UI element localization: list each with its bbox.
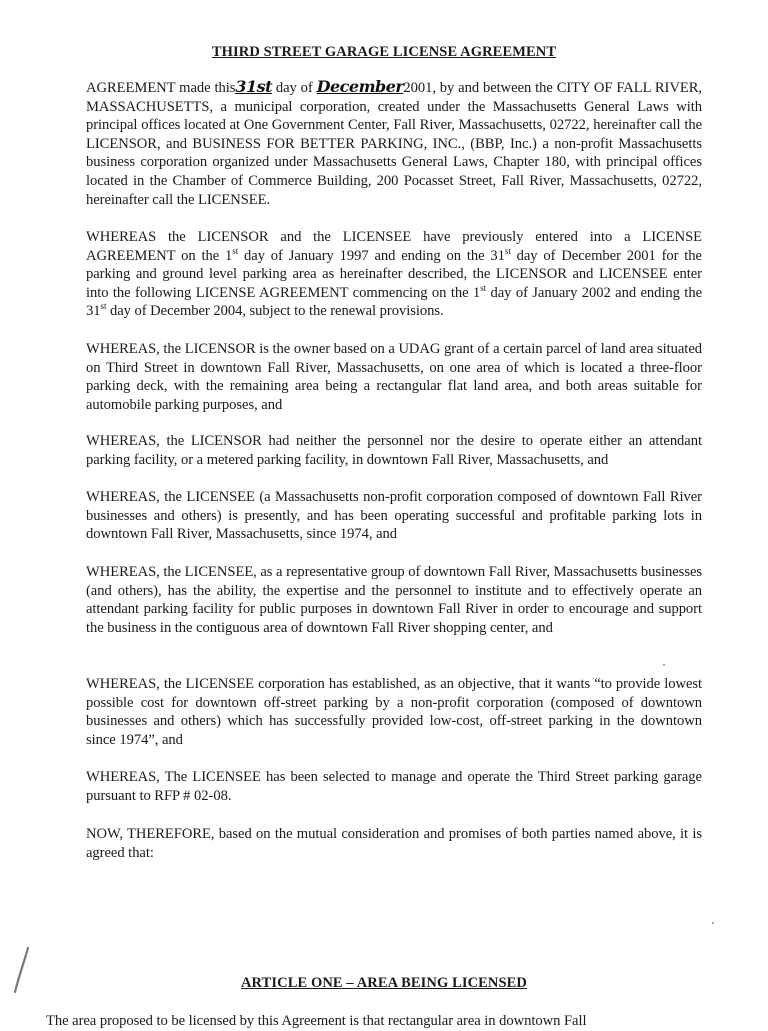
pen-mark-decoration <box>12 946 32 996</box>
whereas1-text-e: day of December 2004, subject to the renewal provisions. <box>106 303 444 320</box>
superscript-st: st <box>480 282 487 293</box>
whereas-licensee-operating-paragraph: WHEREAS, the LICENSEE (a Massachusetts non-profit corporation composed of downtown Fall River businesses and others) is presently, and has been operating successful and profitable parking lots in downtown Fall River, Massachusetts, since 1974, and <box>86 489 702 543</box>
superscript-st: st <box>232 245 239 256</box>
handwritten-day: 31st <box>235 77 272 96</box>
superscript-st: st <box>100 301 107 312</box>
whereas-owner-paragraph: WHEREAS, the LICENSOR is the owner based on a UDAG grant of a certain parcel of land area situated on Third Street in downtown Fall River, Massachusetts, on one area of which is located a three-floor parking deck, with the remaining area being a rectangular flat land area, and both areas suitable for automobile parking purposes, and <box>86 341 702 413</box>
now-therefore-paragraph: NOW, THEREFORE, based on the mutual consideration and promises of both parties named above, it is agreed that: <box>86 826 702 861</box>
document-title: THIRD STREET GARAGE LICENSE AGREEMENT <box>211 44 557 60</box>
handwritten-month: December <box>316 77 404 96</box>
whereas-prior-license-paragraph <box>86 228 702 321</box>
agreement-text-rest: 2001, by and between the CITY OF FALL RIVER, MASSACHUSETTS, a municipal corporation, created under the Massachusetts General Laws with principal offices located at One Government Center, Fall River, Massachusetts, 02722, hereinafter call the LICENSOR, and BUSINESS FOR BETTER PARKING, INC., (BBP, Inc.) a non-profit Massachusetts business corporation organized under Massachusetts General Laws, Chapter 180, with principal offices located in the Chamber of Commerce Building, 200 Pocasset Street, Fall River, Massachusetts, 02722, hereinafter call the LICENSEE. <box>86 80 702 208</box>
whereas1-text-b: day of January 1997 and ending on the 31 <box>238 247 505 264</box>
agreement-text-start: AGREEMENT made this <box>86 80 236 96</box>
whereas1-text-c: day of December 2001 for the parking and ground level parking area as hereinafter described, the LICENSOR and LICENSEE enter into the following LICENSE AGREEMENT commencing on the 1 <box>86 247 702 301</box>
superscript-st: st <box>504 245 511 256</box>
article-one-heading: ARTICLE ONE – AREA BEING LICENSED <box>240 975 527 991</box>
whereas-expertise-paragraph: WHEREAS, the LICENSEE, as a representative group of downtown Fall River, Massachusetts businesses (and others), has the ability, the expertise and the personnel to institute and to effectively operate an attendant parking facility for public purposes in downtown Fall River in order to encourage and support the business in the contiguous area of downtown Fall River shopping center, and <box>86 564 702 636</box>
whereas-personnel-paragraph: WHEREAS, the LICENSOR had neither the personnel nor the desire to operate either an attendant parking facility, or a metered parking facility, in downtown Fall River, Massachusetts, and <box>86 433 702 468</box>
scan-speck <box>663 664 665 666</box>
agreement-paragraph <box>86 78 702 209</box>
scan-speck <box>712 922 714 924</box>
whereas1-text-a: WHEREAS the LICENSOR and the LICENSEE have previously entered into a LICENSE AGREEMENT on the 1 <box>86 229 702 264</box>
article-one-paragraph: The area proposed to be licensed by this Agreement is that rectangular area in downtown Fall <box>46 1013 587 1029</box>
agreement-text-day-of: day of <box>272 80 317 96</box>
whereas-objective-paragraph: WHEREAS, the LICENSEE corporation has established, as an objective, that it wants “to provide lowest possible cost for downtown off-street parking by a non-profit corporation (composed of downtown businesses and others) which has successfully provided low-cost, off-street parking in the downtown since 1974”, and <box>86 676 702 748</box>
whereas1-text-d: day of January 2002 and ending the 31 <box>86 284 702 320</box>
whereas-rfp-paragraph: WHEREAS, The LICENSEE has been selected to manage and operate the Third Street parking garage pursuant to RFP # 02-08. <box>86 769 702 804</box>
